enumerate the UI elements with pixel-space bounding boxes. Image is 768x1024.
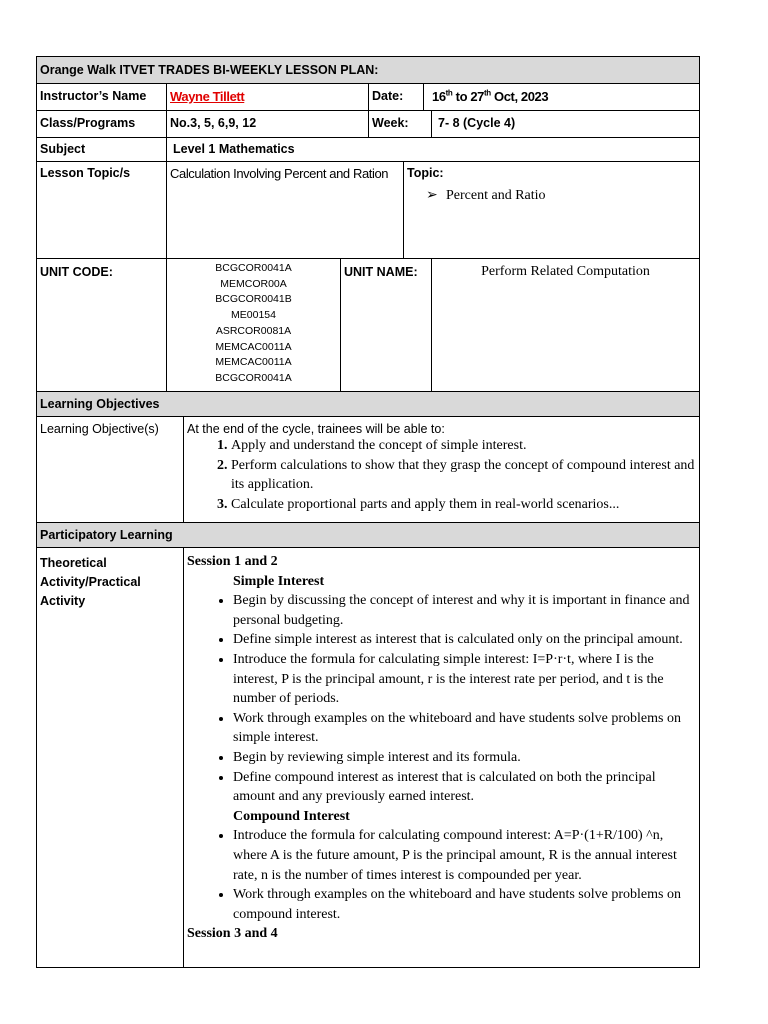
learning-objectives-header [37,392,699,417]
learning-objectives-section: Learning Objectives [40,397,160,411]
unit-code: BCGCOR0041A [215,262,292,274]
unit-code: MEMCAC0011A [215,340,292,353]
objective-item: 3. Calculate proportional parts and apply them in real-world scenarios... [231,495,699,515]
compound-interest-list [187,826,699,924]
simple-interest-list [187,591,699,807]
class-row [37,111,699,138]
session-3-4-heading: Session 3 and 4 [187,926,278,942]
objective-item: 2. Perform calculations to show that they grasp the concept of compound interest and its application. [231,456,699,495]
unit-code-label: UNIT CODE: [40,265,113,279]
learning-objectives-row [37,417,699,523]
compound-interest-heading: Compound Interest [233,808,350,824]
topic-label: Topic: [407,166,444,180]
instructor-row [37,84,699,111]
plan-title: Orange Walk ITVET TRADES BI-WEEKLY LESSON PLAN: [40,63,379,77]
activity-item: • Define compound interest as interest that is calculated on both the principal amount and any previously earned interest. [233,768,699,807]
week-value: 7- 8 (Cycle 4) [438,116,516,130]
week-label: Week: [372,116,409,130]
instructor-name: Wayne Tillett [170,89,245,104]
objectives-list [184,436,699,514]
unit-codes-list [167,259,340,387]
unit-code: MEMCAC0011A [215,356,292,369]
unit-code: MEMCOR00A [220,277,287,290]
activity-item: • Begin by reviewing simple interest and its formula. [233,748,699,768]
participatory-learning-header [37,523,699,548]
unit-row [37,259,699,392]
session-1-2-heading: Session 1 and 2 [187,554,278,569]
subject-row [37,138,699,162]
class-label: Class/Programs [40,116,136,130]
activity-item: • Introduce the formula for calculating compound interest: A=P·(1+R/100) ^n, where A is the future amount, P is the principal amount, R is the annual interest rate, n is the number of times interest is compounded per year. [233,826,699,885]
unit-code: ME00154 [231,309,276,322]
date-label: Date: [372,89,404,103]
date-value: 16th to 27th Oct, 2023 [432,88,549,104]
lesson-topic-row [37,162,699,259]
activity-label: Theoretical Activity/Practical Activity [40,556,141,608]
participatory-learning-section: Participatory Learning [40,528,173,542]
subject-value: Level 1 Mathematics [173,142,295,156]
unit-code: BCGCOR0041A [215,371,292,384]
unit-code: ASRCOR0081A [215,324,292,337]
activity-item: • Work through examples on the whiteboard and have students solve problems on simple interest. [233,709,699,748]
unit-name-label: UNIT NAME: [344,265,418,279]
activity-item: • Work through examples on the whiteboard and have students solve problems on compound interest. [233,885,699,924]
class-value: No.3, 5, 6,9, 12 [170,116,257,130]
activity-item: • Introduce the formula for calculating simple interest: I=P·r·t, where I is the interest, P is the principal amount, r is the interest rate per period, and t is the number of periods. [233,650,699,709]
objectives-intro: At the end of the cycle, trainees will be able to: [187,422,445,436]
activity-item: • Define simple interest as interest that is calculated only on the principal amount. [233,630,699,650]
lesson-plan-table [36,56,700,968]
topic-bullet-item: ➢ Percent and Ratio [404,180,699,206]
instructor-label: Instructor’s Name [40,89,147,103]
activity-item: • Begin by discussing the concept of interest and why it is important in finance and personal budgeting. [233,591,699,630]
unit-code: BCGCOR0041B [215,293,292,306]
objective-item: 1. Apply and understand the concept of simple interest. [231,436,699,456]
learning-objectives-label: Learning Objective(s) [40,422,159,436]
simple-interest-heading: Simple Interest [233,573,325,589]
lesson-topic-value: Calculation Involving Percent and Ration [170,166,389,181]
arrow-bullet-icon: ➢ [426,188,438,203]
unit-name-value: Perform Related Computation [481,264,650,279]
lesson-topic-label: Lesson Topic/s [40,166,131,180]
title-row [37,57,699,84]
subject-label: Subject [40,142,86,156]
activities-row [37,548,699,968]
